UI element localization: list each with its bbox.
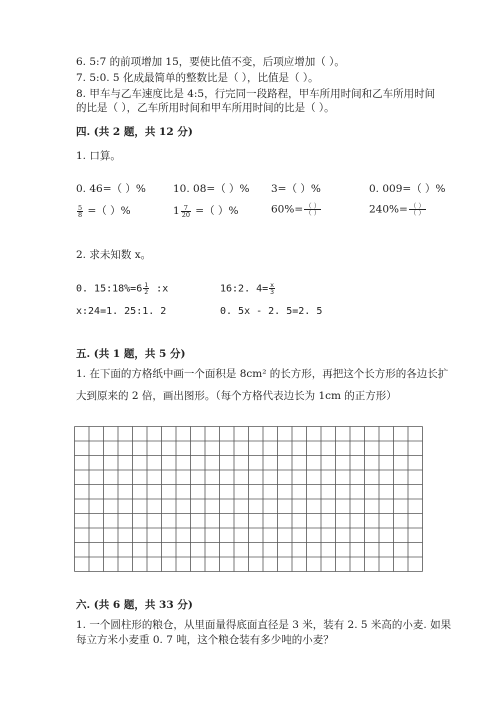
fraction-denominator: 2 — [144, 288, 149, 296]
section-5-title: 五. (共 1 题，共 5 分) — [76, 348, 186, 360]
section-6-q1-line1: 1. 一个圆柱形的粮仓，从里面量得底面直径是 3 米，装有 2. 5 米高的小麦. 如果 — [76, 619, 452, 631]
fraction-denominator-blank: （ ） — [305, 209, 321, 217]
calc-item: 10. 08=（ ）% — [173, 183, 250, 195]
calc-item: 0. 46=（ ）% — [76, 183, 146, 195]
equation-2 — [220, 282, 276, 295]
fraction-denominator: 20 — [181, 210, 190, 219]
fraction-denominator: 3 — [270, 288, 275, 296]
fraction-numerator: x — [270, 281, 275, 289]
section-4-q2-label: 2. 求未知数 x。 — [76, 249, 152, 261]
calc-item: 0. 009=（ ）% — [369, 183, 446, 195]
fraction-numerator-blank: （ ） — [305, 202, 321, 210]
fraction-numerator: 5 — [78, 203, 83, 212]
equation-text: 16:2. 4= — [220, 283, 269, 295]
equation-4: 0. 5x - 2. 5=2. 5 — [220, 306, 323, 317]
fraction-numerator: 7 — [181, 205, 191, 212]
fraction-numerator: 1 — [144, 281, 149, 289]
calc-text: =（ ）% — [84, 205, 131, 217]
calc-item-mixed-number — [173, 203, 238, 218]
equation-3: x:24=1. 25:1. 2 — [76, 306, 167, 317]
graph-paper-grid[interactable] — [74, 426, 425, 572]
question-8-line2: 的比是（ ），乙车所用时间和甲车所用时间的比是（ ）。 — [76, 102, 335, 114]
section-5-q1-line2: 大到原来的 2 倍，画出图形。（每个方格代表边长为 1cm 的正方形） — [76, 390, 397, 402]
question-7: 7. 5:0. 5 化成最简单的整数比是（ ），比值是（ ）。 — [76, 72, 319, 84]
question-6: 6. 5:7 的前项增加 15，要使比值不变，后项应增加（ ）。 — [76, 56, 345, 68]
equation-text: 0. 15:18%=6 — [76, 283, 143, 295]
calc-text: =（ ）% — [191, 205, 239, 217]
calc-text: 60%= — [271, 203, 304, 216]
section-5-q1-line1: 1. 在下面的方格纸中画一个面积是 8cm² 的长方形，再把这个长方形的各边长扩 — [76, 368, 449, 380]
fraction-numerator-blank: （ ） — [409, 202, 425, 210]
fraction-denominator: 8 — [78, 210, 83, 219]
section-4-title: 四. (共 2 题，共 12 分) — [76, 126, 193, 138]
calc-text: 240%= — [369, 203, 408, 216]
equation-1 — [76, 282, 168, 295]
calc-item: 3=（ ）% — [271, 183, 321, 195]
calc-item-percent-to-fraction — [271, 203, 322, 216]
question-8-line1: 8. 甲车与乙车速度比是 4:5，行完同一段路程，甲车所用时间和乙车所用时间 — [76, 88, 436, 100]
calc-item-percent-to-fraction — [369, 203, 427, 216]
section-6-title: 六. (共 6 题，共 33 分) — [76, 599, 193, 611]
section-4-q1-label: 1. 口算。 — [76, 150, 121, 162]
fraction-denominator-blank: （ ） — [409, 209, 425, 217]
whole-number: 1 — [173, 205, 180, 217]
calc-item-fraction — [76, 203, 131, 218]
section-6-q1-line2: 每立方米小麦重 0. 7 吨，这个粮仓装有多少吨的小麦？ — [76, 634, 334, 646]
equation-text: :x — [150, 283, 169, 295]
